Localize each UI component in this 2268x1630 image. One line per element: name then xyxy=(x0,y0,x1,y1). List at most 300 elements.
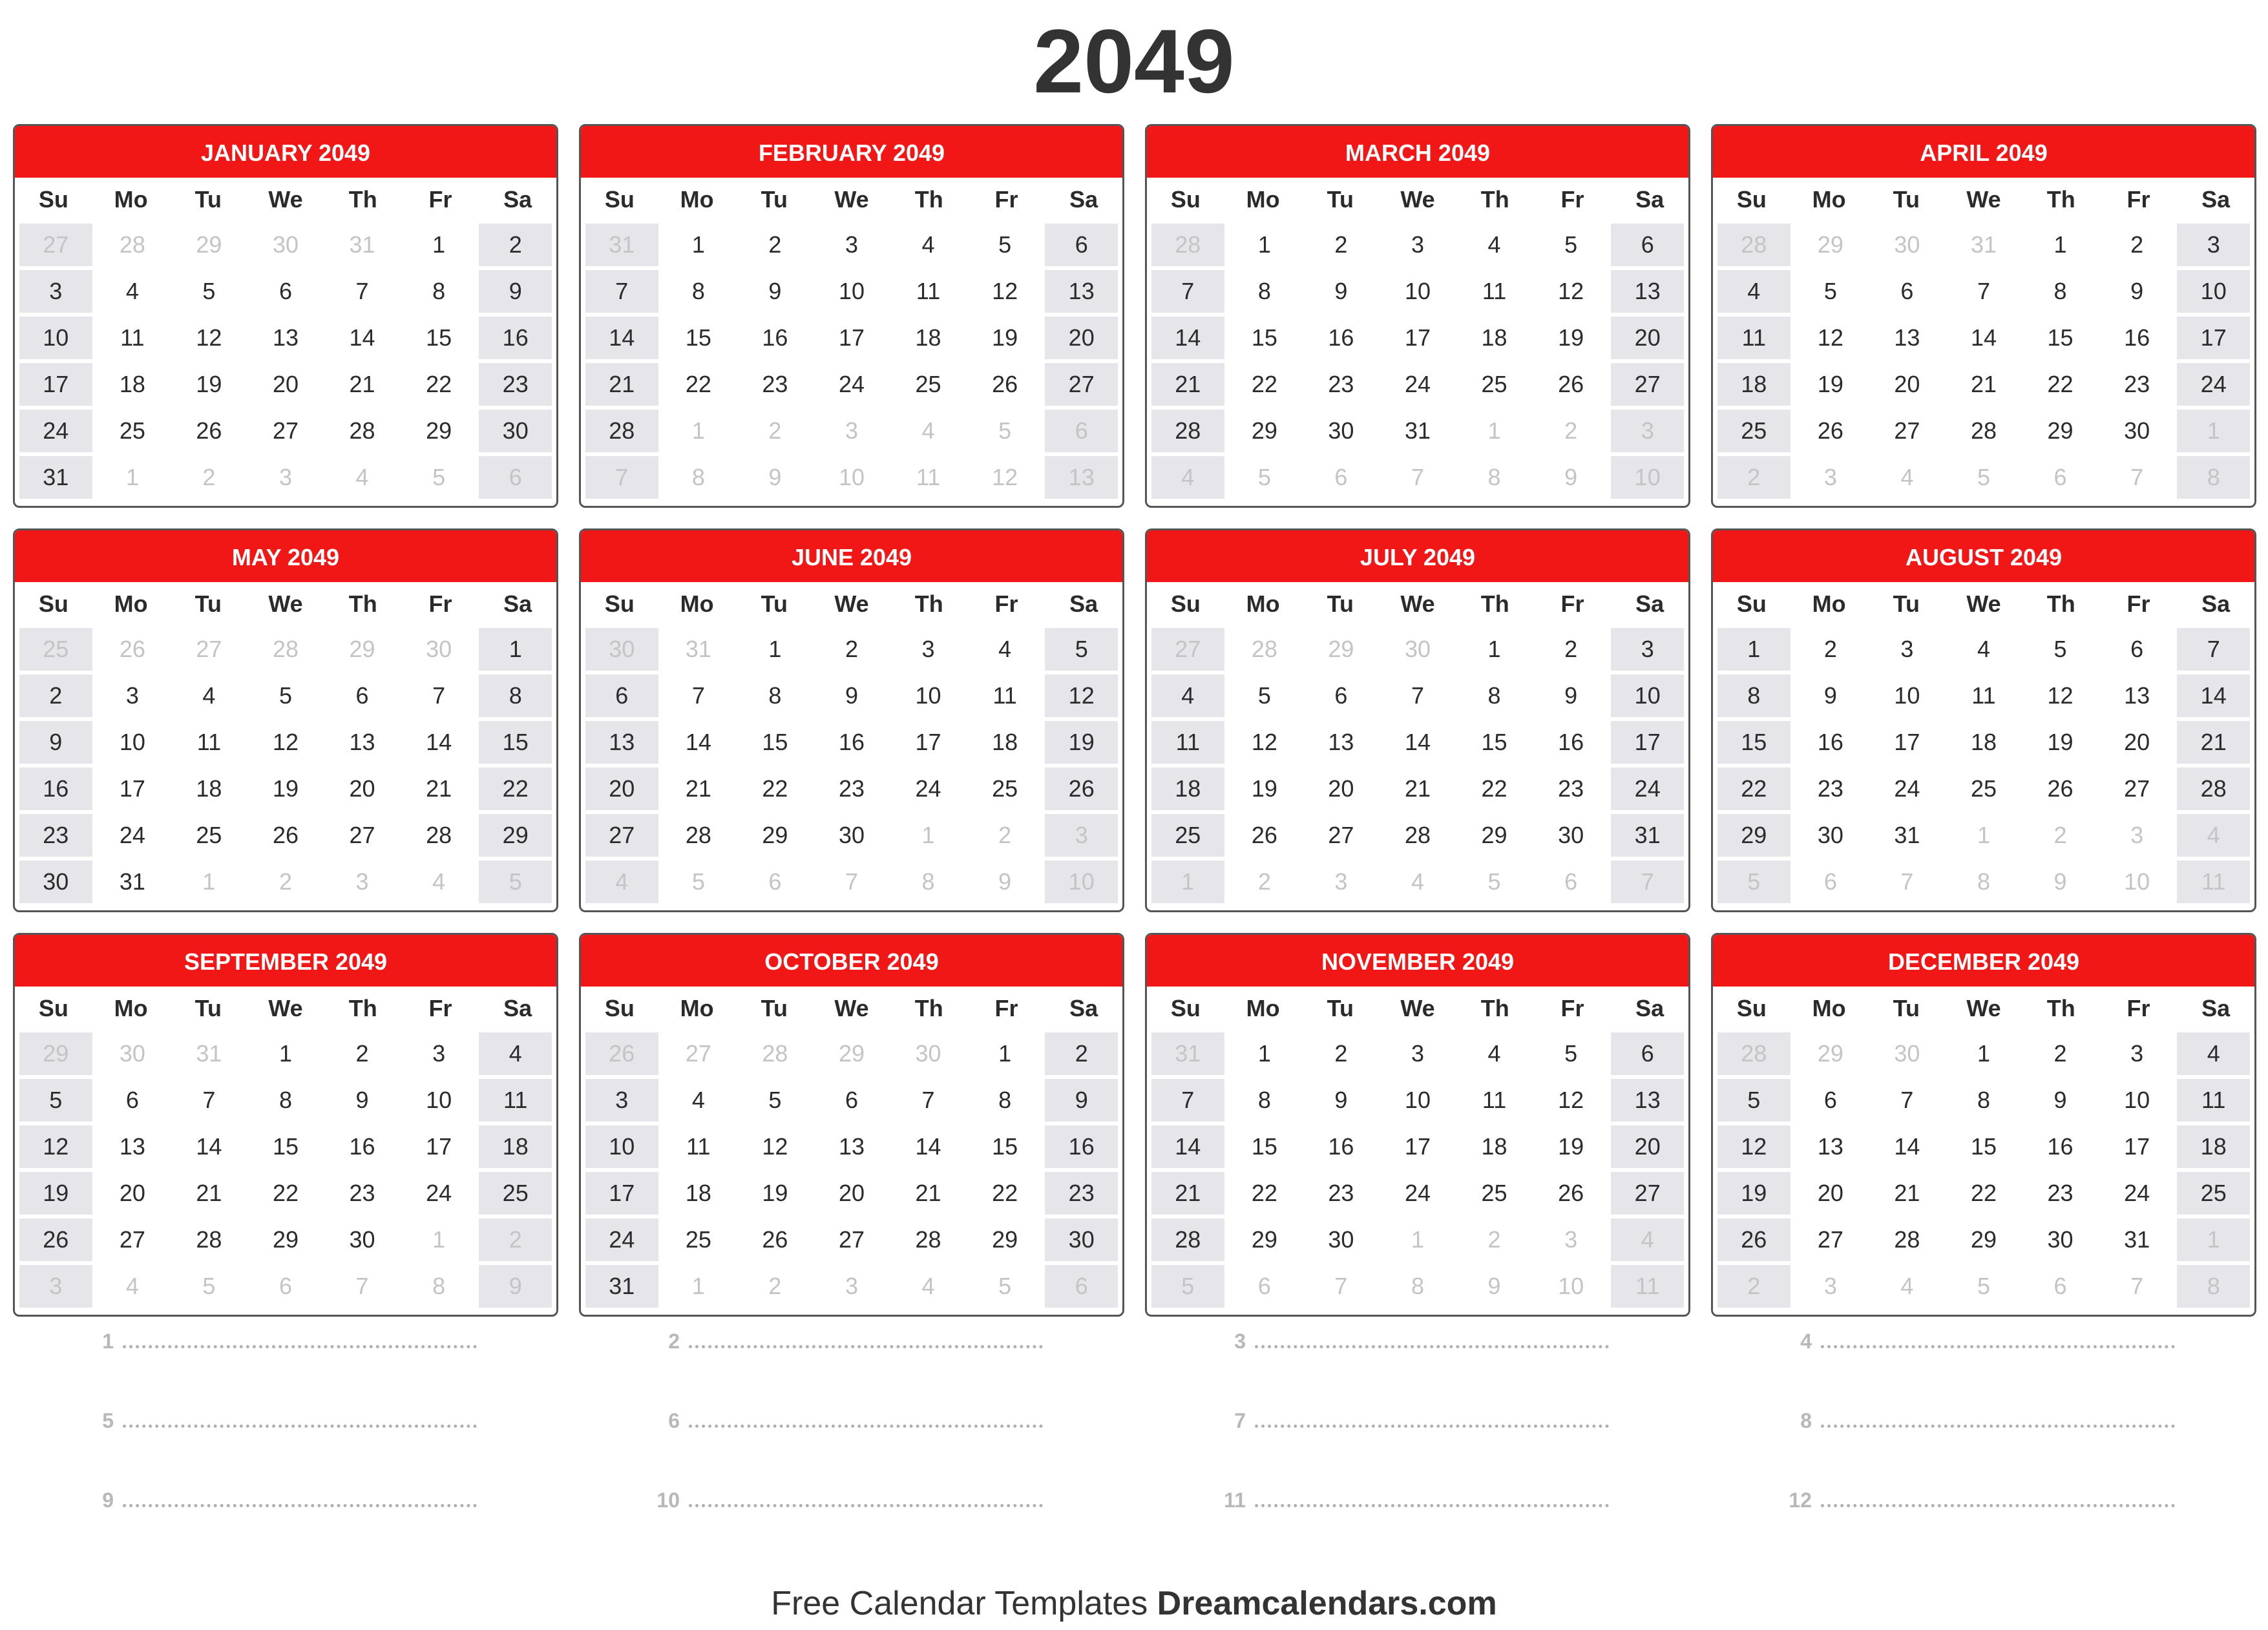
day-cell: 8 xyxy=(1948,1079,2021,1122)
day-cell: 13 xyxy=(1611,1079,1684,1122)
day-cell: 13 xyxy=(1794,1125,1867,1168)
day-cell: 28 xyxy=(585,410,658,452)
note-number: 7 xyxy=(1234,1409,1246,1432)
day-cell: 5 xyxy=(249,674,322,717)
month-header: OCTOBER 2049 xyxy=(581,935,1122,987)
weekday-label: Mo xyxy=(114,590,148,617)
day-cell: 14 xyxy=(1381,721,1454,764)
day-cell: 8 xyxy=(739,674,812,717)
adjacent-month-day: 2 xyxy=(1535,410,1608,452)
day-cell: 27 xyxy=(2101,768,2174,810)
day-cell: 6 xyxy=(1045,224,1118,266)
adjacent-month-day: 4 xyxy=(585,861,658,903)
adjacent-month-day: 3 xyxy=(1045,814,1118,857)
day-cell: 26 xyxy=(1535,1172,1608,1215)
day-cell: 25 xyxy=(1948,768,2021,810)
day-cell: 6 xyxy=(1794,1079,1867,1122)
adjacent-month-day: 30 xyxy=(249,224,322,266)
adjacent-month-day: 6 xyxy=(1794,861,1867,903)
day-cell: 7 xyxy=(892,1079,965,1122)
adjacent-month-day: 6 xyxy=(1535,861,1608,903)
day-cell: 19 xyxy=(1045,721,1118,764)
adjacent-month-day: 1 xyxy=(2177,1218,2250,1261)
day-cell: 24 xyxy=(403,1172,476,1215)
day-cell: 15 xyxy=(1228,1125,1301,1168)
day-cell: 6 xyxy=(1611,1032,1684,1075)
day-cell: 18 xyxy=(1458,1125,1531,1168)
weekday-label: Su xyxy=(604,186,635,213)
adjacent-month-day: 31 xyxy=(1948,224,2021,266)
day-cell: 1 xyxy=(969,1032,1042,1075)
weekday-label: Th xyxy=(348,995,377,1021)
day-cell: 5 xyxy=(2024,628,2097,671)
note-number: 10 xyxy=(656,1489,680,1512)
day-cell: 19 xyxy=(1535,317,1608,359)
note-number: 11 xyxy=(1224,1489,1246,1512)
day-cell: 9 xyxy=(1794,674,1867,717)
day-cell: 26 xyxy=(1535,363,1608,406)
day-cell: 12 xyxy=(1045,674,1118,717)
adjacent-month-day: 9 xyxy=(479,1265,552,1308)
day-cell: 13 xyxy=(96,1125,169,1168)
day-cell: 17 xyxy=(2101,1125,2174,1168)
day-cell: 15 xyxy=(1458,721,1531,764)
note-dotted-line[interactable] xyxy=(123,1408,477,1428)
adjacent-month-day: 30 xyxy=(1871,1032,1944,1075)
adjacent-month-day: 3 xyxy=(1611,410,1684,452)
note-number: 8 xyxy=(1800,1409,1812,1432)
day-cell: 29 xyxy=(739,814,812,857)
day-cell: 6 xyxy=(96,1079,169,1122)
weekday-label: Su xyxy=(1170,590,1201,617)
days-grid xyxy=(1713,222,2254,501)
weekday-header-row xyxy=(1713,987,2254,1030)
day-cell: 21 xyxy=(403,768,476,810)
adjacent-month-day: 7 xyxy=(1381,456,1454,499)
day-cell: 3 xyxy=(1381,224,1454,266)
day-cell: 22 xyxy=(249,1172,322,1215)
note-dotted-line[interactable] xyxy=(1255,1328,1609,1348)
day-cell: 12 xyxy=(1535,270,1608,313)
day-cell: 16 xyxy=(326,1125,399,1168)
day-cell: 1 xyxy=(403,224,476,266)
note-line-item xyxy=(579,1328,1124,1408)
day-cell: 31 xyxy=(1871,814,1944,857)
day-cell: 18 xyxy=(662,1172,735,1215)
adjacent-month-day: 3 xyxy=(2101,814,2174,857)
adjacent-month-day: 3 xyxy=(249,456,322,499)
adjacent-month-day: 2 xyxy=(1717,1265,1790,1308)
day-cell: 18 xyxy=(1151,768,1224,810)
month-card xyxy=(1145,933,1690,1317)
day-cell: 19 xyxy=(249,768,322,810)
day-cell: 20 xyxy=(1045,317,1118,359)
day-cell: 13 xyxy=(1871,317,1944,359)
day-cell: 18 xyxy=(1948,721,2021,764)
day-cell: 27 xyxy=(815,1218,888,1261)
day-cell: 3 xyxy=(2177,224,2250,266)
adjacent-month-day: 5 xyxy=(1717,861,1790,903)
day-cell: 19 xyxy=(173,363,246,406)
weekday-label: Th xyxy=(1480,186,1509,213)
weekday-label: Tu xyxy=(1327,590,1354,617)
day-cell: 23 xyxy=(19,814,92,857)
day-cell: 22 xyxy=(1228,363,1301,406)
day-cell: 16 xyxy=(815,721,888,764)
day-cell: 27 xyxy=(1305,814,1378,857)
weekday-label: Fr xyxy=(1560,995,1584,1021)
note-number: 12 xyxy=(1789,1489,1812,1512)
day-cell: 10 xyxy=(403,1079,476,1122)
day-cell: 10 xyxy=(96,721,169,764)
day-cell: 12 xyxy=(1228,721,1301,764)
day-cell: 18 xyxy=(1458,317,1531,359)
day-cell: 15 xyxy=(479,721,552,764)
footer-text: Free Calendar Templates xyxy=(771,1585,1157,1622)
note-dotted-line[interactable] xyxy=(689,1328,1043,1348)
day-cell: 29 xyxy=(403,410,476,452)
day-cell: 6 xyxy=(815,1079,888,1122)
day-cell: 5 xyxy=(173,270,246,313)
day-cell: 17 xyxy=(19,363,92,406)
day-cell: 20 xyxy=(1794,1172,1867,1215)
month-header: AUGUST 2049 xyxy=(1713,530,2254,582)
adjacent-month-day: 8 xyxy=(892,861,965,903)
adjacent-month-day: 1 xyxy=(1458,410,1531,452)
day-cell: 25 xyxy=(969,768,1042,810)
day-cell: 1 xyxy=(662,224,735,266)
weekday-label: Sa xyxy=(2201,995,2231,1021)
adjacent-month-day: 2 xyxy=(2024,814,2097,857)
days-grid xyxy=(581,1030,1122,1310)
day-cell: 28 xyxy=(1948,410,2021,452)
day-cell: 22 xyxy=(479,768,552,810)
day-cell: 26 xyxy=(1045,768,1118,810)
day-cell: 8 xyxy=(479,674,552,717)
weekday-label: Fr xyxy=(428,995,452,1021)
day-cell: 21 xyxy=(662,768,735,810)
day-cell: 21 xyxy=(1871,1172,1944,1215)
day-cell: 23 xyxy=(739,363,812,406)
adjacent-month-day: 27 xyxy=(1151,628,1224,671)
adjacent-month-day: 10 xyxy=(815,456,888,499)
day-cell: 5 xyxy=(1535,224,1608,266)
day-cell: 4 xyxy=(96,270,169,313)
day-cell: 14 xyxy=(173,1125,246,1168)
adjacent-month-day: 4 xyxy=(1871,1265,1944,1308)
day-cell: 22 xyxy=(739,768,812,810)
day-cell: 19 xyxy=(1535,1125,1608,1168)
day-cell: 23 xyxy=(326,1172,399,1215)
day-cell: 26 xyxy=(19,1218,92,1261)
day-cell: 8 xyxy=(1458,674,1531,717)
day-cell: 13 xyxy=(815,1125,888,1168)
day-cell: 2 xyxy=(815,628,888,671)
adjacent-month-day: 28 xyxy=(1151,224,1224,266)
day-cell: 24 xyxy=(1611,768,1684,810)
day-cell: 15 xyxy=(662,317,735,359)
notes-section xyxy=(13,1328,2255,1567)
day-cell: 20 xyxy=(96,1172,169,1215)
month-header: SEPTEMBER 2049 xyxy=(15,935,556,987)
adjacent-month-day: 9 xyxy=(739,456,812,499)
day-cell: 6 xyxy=(1305,674,1378,717)
weekday-label: Sa xyxy=(503,590,532,617)
day-cell: 17 xyxy=(1871,721,1944,764)
note-dotted-line[interactable] xyxy=(1255,1487,1609,1507)
day-cell: 26 xyxy=(249,814,322,857)
month-card xyxy=(1711,124,2256,508)
adjacent-month-day: 7 xyxy=(1871,861,1944,903)
day-cell: 7 xyxy=(326,270,399,313)
day-cell: 29 xyxy=(2024,410,2097,452)
day-cell: 29 xyxy=(1717,814,1790,857)
day-cell: 30 xyxy=(479,410,552,452)
day-cell: 8 xyxy=(969,1079,1042,1122)
adjacent-month-day: 5 xyxy=(1151,1265,1224,1308)
day-cell: 28 xyxy=(1871,1218,1944,1261)
day-cell: 28 xyxy=(1151,410,1224,452)
day-cell: 23 xyxy=(1045,1172,1118,1215)
day-cell: 26 xyxy=(173,410,246,452)
adjacent-month-day: 2 xyxy=(739,1265,812,1308)
day-cell: 16 xyxy=(1535,721,1608,764)
day-cell: 8 xyxy=(1228,1079,1301,1122)
adjacent-month-day: 6 xyxy=(739,861,812,903)
day-cell: 16 xyxy=(1305,1125,1378,1168)
day-cell: 24 xyxy=(1871,768,1944,810)
day-cell: 14 xyxy=(1151,317,1224,359)
adjacent-month-day: 26 xyxy=(96,628,169,671)
weekday-label: Fr xyxy=(994,590,1018,617)
day-cell: 20 xyxy=(1611,317,1684,359)
day-cell: 17 xyxy=(585,1172,658,1215)
weekday-label: Tu xyxy=(1893,995,1920,1021)
day-cell: 6 xyxy=(585,674,658,717)
day-cell: 25 xyxy=(1151,814,1224,857)
adjacent-month-day: 5 xyxy=(662,861,735,903)
calendar-grid xyxy=(13,124,2256,1317)
adjacent-month-day: 9 xyxy=(1458,1265,1531,1308)
day-cell: 10 xyxy=(585,1125,658,1168)
weekday-label: We xyxy=(1400,590,1435,617)
day-cell: 1 xyxy=(1948,1032,2021,1075)
day-cell: 22 xyxy=(662,363,735,406)
day-cell: 1 xyxy=(1228,1032,1301,1075)
day-cell: 20 xyxy=(1871,363,1944,406)
note-dotted-line[interactable] xyxy=(123,1487,477,1507)
weekday-label: Tu xyxy=(194,590,222,617)
adjacent-month-day: 4 xyxy=(1381,861,1454,903)
day-cell: 23 xyxy=(815,768,888,810)
weekday-label: Th xyxy=(1480,995,1509,1021)
day-cell: 25 xyxy=(479,1172,552,1215)
note-dotted-line[interactable] xyxy=(123,1328,477,1348)
day-cell: 10 xyxy=(1381,1079,1454,1122)
day-cell: 23 xyxy=(2024,1172,2097,1215)
day-cell: 26 xyxy=(969,363,1042,406)
day-cell: 6 xyxy=(1871,270,1944,313)
day-cell: 24 xyxy=(1381,1172,1454,1215)
note-dotted-line[interactable] xyxy=(1255,1408,1609,1428)
weekday-header-row xyxy=(1147,582,1688,626)
day-cell: 30 xyxy=(1535,814,1608,857)
day-cell: 13 xyxy=(326,721,399,764)
day-cell: 10 xyxy=(815,270,888,313)
day-cell: 14 xyxy=(892,1125,965,1168)
day-cell: 7 xyxy=(173,1079,246,1122)
day-cell: 31 xyxy=(585,1265,658,1308)
adjacent-month-day: 7 xyxy=(2101,1265,2174,1308)
day-cell: 21 xyxy=(1151,1172,1224,1215)
day-cell: 4 xyxy=(1948,628,2021,671)
note-dotted-line[interactable] xyxy=(1821,1328,2175,1348)
day-cell: 15 xyxy=(403,317,476,359)
weekday-label: Sa xyxy=(1635,186,1664,213)
adjacent-month-day: 6 xyxy=(249,1265,322,1308)
day-cell: 3 xyxy=(1381,1032,1454,1075)
day-cell: 17 xyxy=(403,1125,476,1168)
adjacent-month-day: 10 xyxy=(1045,861,1118,903)
day-cell: 8 xyxy=(662,270,735,313)
weekday-label: Sa xyxy=(1635,590,1664,617)
day-cell: 20 xyxy=(249,363,322,406)
weekday-label: Th xyxy=(1480,590,1509,617)
adjacent-month-day: 5 xyxy=(1228,456,1301,499)
adjacent-month-day: 12 xyxy=(969,456,1042,499)
adjacent-month-day: 31 xyxy=(585,224,658,266)
day-cell: 30 xyxy=(326,1218,399,1261)
day-cell: 5 xyxy=(1535,1032,1608,1075)
note-dotted-line[interactable] xyxy=(689,1487,1043,1507)
day-cell: 27 xyxy=(1611,1172,1684,1215)
day-cell: 6 xyxy=(1611,224,1684,266)
day-cell: 12 xyxy=(2024,674,2097,717)
day-cell: 3 xyxy=(403,1032,476,1075)
days-grid xyxy=(15,626,556,905)
note-dotted-line[interactable] xyxy=(1821,1487,2175,1507)
day-cell: 23 xyxy=(1305,363,1378,406)
adjacent-month-day: 3 xyxy=(1794,456,1867,499)
day-cell: 18 xyxy=(96,363,169,406)
day-cell: 23 xyxy=(479,363,552,406)
day-cell: 11 xyxy=(662,1125,735,1168)
day-cell: 29 xyxy=(1458,814,1531,857)
note-dotted-line[interactable] xyxy=(1821,1408,2175,1428)
day-cell: 28 xyxy=(892,1218,965,1261)
day-cell: 5 xyxy=(1794,270,1867,313)
day-cell: 10 xyxy=(1381,270,1454,313)
month-card xyxy=(1711,933,2256,1317)
day-cell: 29 xyxy=(1948,1218,2021,1261)
day-cell: 10 xyxy=(2101,1079,2174,1122)
day-cell: 13 xyxy=(1305,721,1378,764)
day-cell: 9 xyxy=(479,270,552,313)
day-cell: 11 xyxy=(892,270,965,313)
day-cell: 14 xyxy=(662,721,735,764)
adjacent-month-day: 2 xyxy=(173,456,246,499)
day-cell: 4 xyxy=(1458,1032,1531,1075)
month-card xyxy=(1145,528,1690,912)
adjacent-month-day: 4 xyxy=(892,410,965,452)
weekday-label: Fr xyxy=(428,590,452,617)
adjacent-month-day: 5 xyxy=(969,410,1042,452)
month-card xyxy=(579,124,1124,508)
note-dotted-line[interactable] xyxy=(689,1408,1043,1428)
day-cell: 24 xyxy=(1381,363,1454,406)
day-cell: 15 xyxy=(249,1125,322,1168)
note-number: 9 xyxy=(102,1489,114,1512)
day-cell: 28 xyxy=(662,814,735,857)
day-cell: 1 xyxy=(1228,224,1301,266)
day-cell: 2 xyxy=(19,674,92,717)
weekday-header-row xyxy=(581,178,1122,222)
weekday-label: Fr xyxy=(428,186,452,213)
adjacent-month-day: 5 xyxy=(1458,861,1531,903)
day-cell: 1 xyxy=(479,628,552,671)
day-cell: 26 xyxy=(1228,814,1301,857)
day-cell: 16 xyxy=(739,317,812,359)
adjacent-month-day: 3 xyxy=(19,1265,92,1308)
adjacent-month-day: 2 xyxy=(739,410,812,452)
adjacent-month-day: 3 xyxy=(815,410,888,452)
day-cell: 22 xyxy=(1228,1172,1301,1215)
page-title: 2049 xyxy=(1033,10,1235,112)
day-cell: 1 xyxy=(249,1032,322,1075)
note-number: 5 xyxy=(102,1409,114,1432)
day-cell: 23 xyxy=(1794,768,1867,810)
weekday-label: Sa xyxy=(1069,186,1098,213)
adjacent-month-day: 28 xyxy=(1228,628,1301,671)
day-cell: 21 xyxy=(1151,363,1224,406)
adjacent-month-day: 7 xyxy=(326,1265,399,1308)
day-cell: 4 xyxy=(1717,270,1790,313)
day-cell: 5 xyxy=(1228,674,1301,717)
day-cell: 20 xyxy=(326,768,399,810)
weekday-label: Tu xyxy=(194,186,222,213)
weekday-label: Th xyxy=(914,186,943,213)
adjacent-month-day: 29 xyxy=(1794,224,1867,266)
day-cell: 2 xyxy=(1535,628,1608,671)
day-cell: 2 xyxy=(326,1032,399,1075)
weekday-label: Mo xyxy=(680,590,714,617)
day-cell: 8 xyxy=(2024,270,2097,313)
day-cell: 9 xyxy=(19,721,92,764)
weekday-label: We xyxy=(268,995,303,1021)
adjacent-month-day: 2 xyxy=(249,861,322,903)
day-cell: 26 xyxy=(2024,768,2097,810)
day-cell: 2 xyxy=(1305,224,1378,266)
day-cell: 24 xyxy=(892,768,965,810)
day-cell: 28 xyxy=(173,1218,246,1261)
month-header: NOVEMBER 2049 xyxy=(1147,935,1688,987)
day-cell: 3 xyxy=(19,270,92,313)
day-cell: 22 xyxy=(1717,768,1790,810)
day-cell: 9 xyxy=(1305,1079,1378,1122)
adjacent-month-day: 5 xyxy=(479,861,552,903)
day-cell: 22 xyxy=(403,363,476,406)
day-cell: 5 xyxy=(19,1079,92,1122)
day-cell: 6 xyxy=(326,674,399,717)
day-cell: 3 xyxy=(2101,1032,2174,1075)
day-cell: 11 xyxy=(96,317,169,359)
adjacent-month-day: 4 xyxy=(1871,456,1944,499)
day-cell: 23 xyxy=(1535,768,1608,810)
day-cell: 7 xyxy=(403,674,476,717)
days-grid xyxy=(1147,222,1688,501)
weekday-label: We xyxy=(268,186,303,213)
weekday-label: Mo xyxy=(680,186,714,213)
